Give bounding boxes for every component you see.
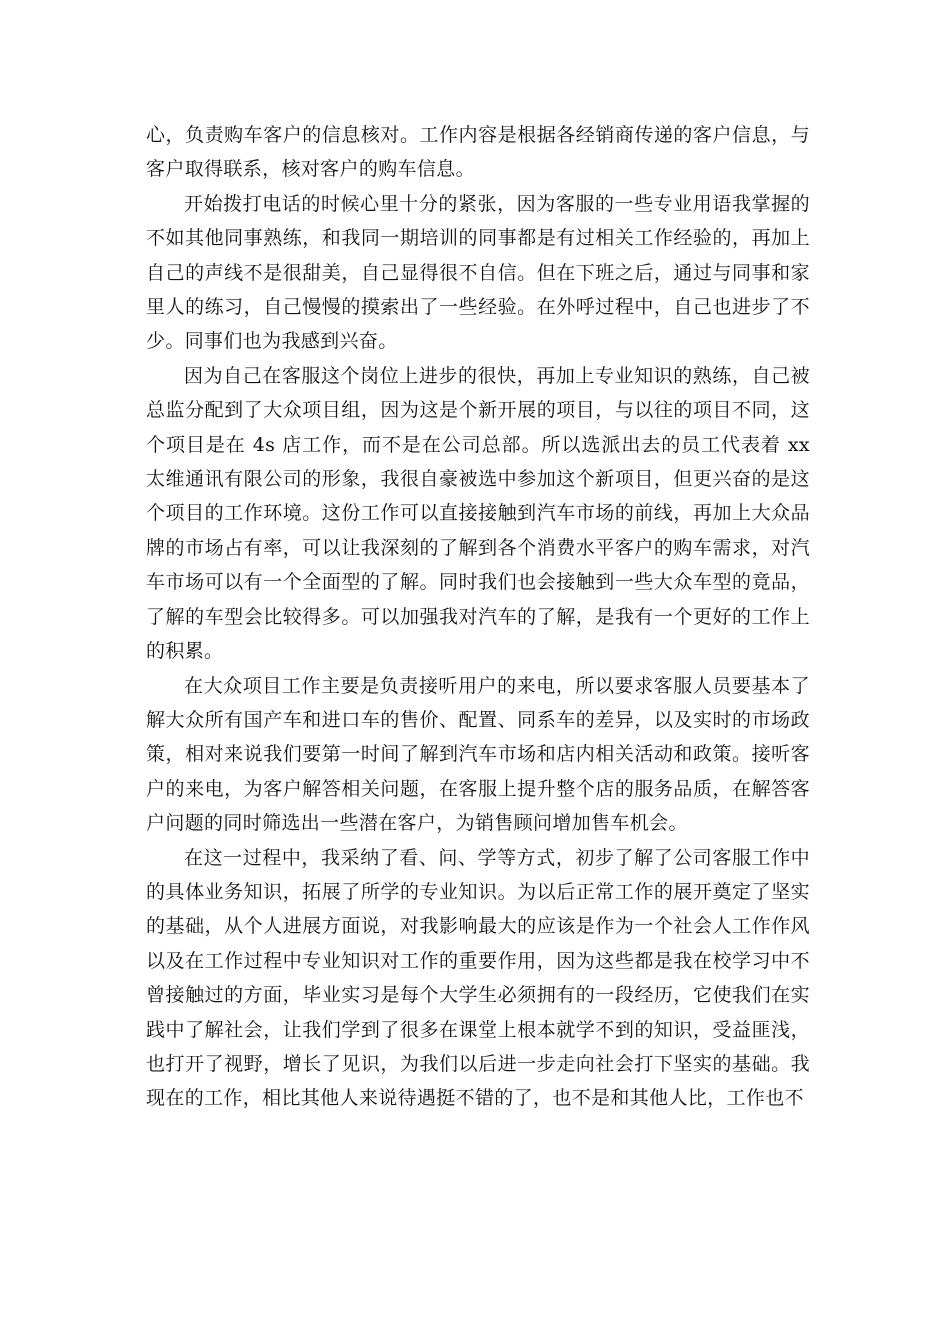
paragraph-reflection: 在这一过程中，我采纳了看、问、学等方式，初步了解了公司客服工作中的具体业务知识，拓展了所学的专业知识。为以后正常工作的展开奠定了坚实的基础，从个人进展方面说，对我影响最大的应该是作为一个社会人工作作风以及在工作过程中专业知识对工作的重要作用，因为这些都是我在校学习中不曾接触过的方面，毕业实习是每个大学生必须拥有的一段经历，它使我们在实践中了解社会，让我们学到了很多在课堂上根本就学不到的知识，受益匪浅，也打开了视野，增长了见识，为我们以后进一步走向社会打下坚实的基础。我现在的工作，相比其他人来说待遇挺不错的了，也不是和其他人比，工作也不	[146, 846, 810, 1110]
paragraph-continuation: 心，负责购车客户的信息核对。工作内容是根据各经销商传递的客户信息，与客户取得联系，核对客户的购车信息。	[146, 124, 810, 181]
paragraph-project-assignment: 因为自己在客服这个岗位上进步的很快，再加上专业知识的熟练，自己被总监分配到了大众项目组，因为这是个新开展的项目，与以往的项目不同，这个项目是在 4s 店工作，而不是在公司总部。所以选派出去的员工代表着 xx 太维通讯有限公司的形象，我很自豪被选中参加这个新项目，但更兴奋的是这个项目的工作环境。这份工作可以直接接触到汽车市场的前线，再加上大众品牌的市场占有率，可以让我深刻的了解到各个消费水平客户的购车需求，对汽车市场可以有一个全面型的了解。同时我们也会接触到一些大众车型的竟品，了解的车型会比较得多。可以加强我对汽车的了解，是我有一个更好的工作上的积累。	[146, 364, 810, 663]
paragraph-phone-calls: 开始拨打电话的时候心里十分的紧张，因为客服的一些专业用语我掌握的不如其他同事熟练，和我同一期培训的同事都是有过相关工作经验的，再加上自己的声线不是很甜美，自己显得很不自信。但在下班之后，通过与同事和家里人的练习，自己慢慢的摸索出了一些经验。在外呼过程中，自己也进步了不少。同事们也为我感到兴奋。	[146, 192, 810, 353]
document-body	[146, 118, 810, 1116]
paragraph-job-duties: 在大众项目工作主要是负责接听用户的来电，所以要求客服人员要基本了解大众所有国产车和进口车的售价、配置、同系车的差异，以及实时的市场政策，相对来说我们要第一时间了解到汽车市场和店内相关活动和政策。接听客户的来电，为客户解答相关问题，在客服上提升整个店的服务品质，在解答客户问题的同时筛选出一些潜在客户，为销售顾问增加售车机会。	[146, 674, 810, 835]
